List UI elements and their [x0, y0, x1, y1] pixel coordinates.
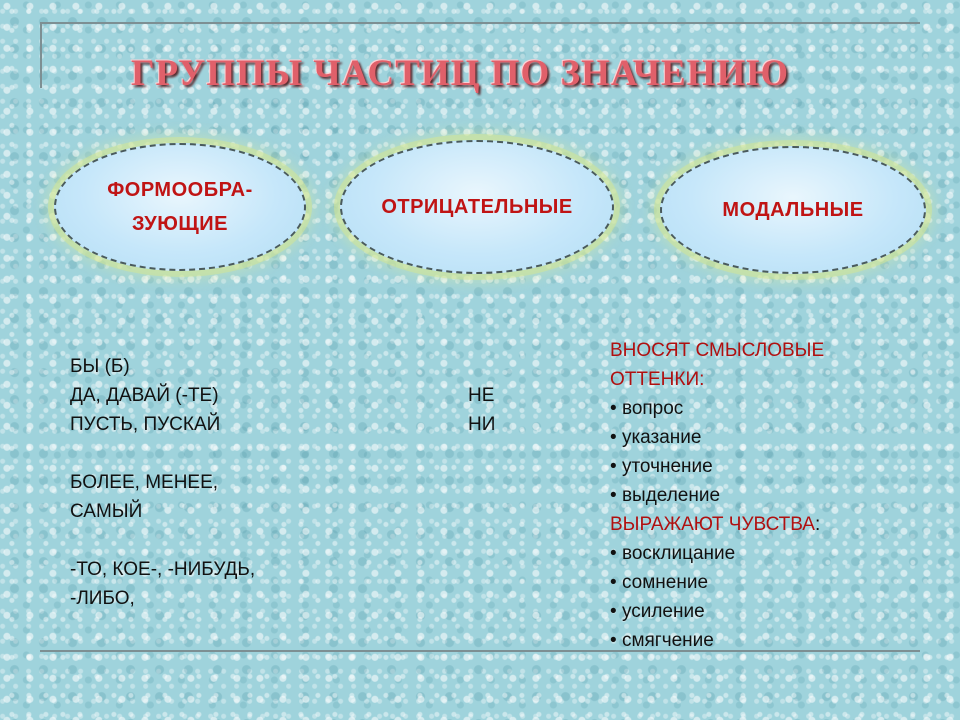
frame-top-line	[40, 22, 920, 24]
formative-item: БЫ (Б)	[70, 356, 130, 377]
group-negative-ellipse	[340, 140, 614, 274]
formative-item: -ЛИБО,	[70, 588, 135, 609]
group-formative-label-line2: ЗУЮЩИЕ	[132, 213, 228, 235]
modal-item: • смягчение	[610, 626, 824, 655]
modal-item: • усиление	[610, 597, 824, 626]
group-negative-label: ОТРИЦАТЕЛЬНЫЕ	[381, 196, 573, 218]
formative-particles-list	[70, 352, 255, 613]
list-spacer	[70, 439, 255, 468]
negative-particles-list	[468, 381, 495, 439]
modal-item: • восклицание	[610, 539, 824, 568]
frame-left-line	[40, 22, 42, 88]
group-modal-ellipse	[660, 146, 926, 274]
group-formative-label-line1: ФОРМООБРА-	[107, 179, 253, 201]
modal-heading-feelings-text: ВЫРАЖАЮТ ЧУВСТВА	[610, 514, 815, 535]
negative-item: НЕ	[468, 385, 495, 406]
formative-item: ДА, ДАВАЙ (-ТЕ)	[70, 385, 219, 406]
modal-item: • уточнение	[610, 452, 824, 481]
formative-item: -ТО, КОЕ-, -НИБУДЬ,	[70, 559, 256, 580]
modal-item: • сомнение	[610, 568, 824, 597]
modal-heading-feelings-colon: :	[814, 514, 821, 535]
group-modal-label: МОДАЛЬНЫЕ	[722, 199, 864, 221]
modal-item: • выделение	[610, 481, 824, 510]
group-formative-ellipse	[54, 143, 306, 271]
modal-heading-shades-line1: ВНОСЯТ СМЫСЛОВЫЕ	[610, 340, 825, 361]
page-title: ГРУППЫ ЧАСТИЦ ПО ЗНАЧЕНИЮ	[130, 53, 790, 94]
list-spacer	[70, 526, 255, 555]
formative-item: ПУСТЬ, ПУСКАЙ	[70, 414, 221, 435]
negative-item: НИ	[468, 414, 496, 435]
modal-particles-list	[610, 336, 824, 655]
formative-item: САМЫЙ	[70, 501, 143, 522]
formative-item: БОЛЕЕ, МЕНЕЕ,	[70, 472, 219, 493]
modal-item: • указание	[610, 423, 824, 452]
modal-heading-shades-line2: ОТТЕНКИ:	[610, 369, 705, 390]
modal-heading-feelings	[610, 510, 824, 539]
modal-item: • вопрос	[610, 394, 824, 423]
